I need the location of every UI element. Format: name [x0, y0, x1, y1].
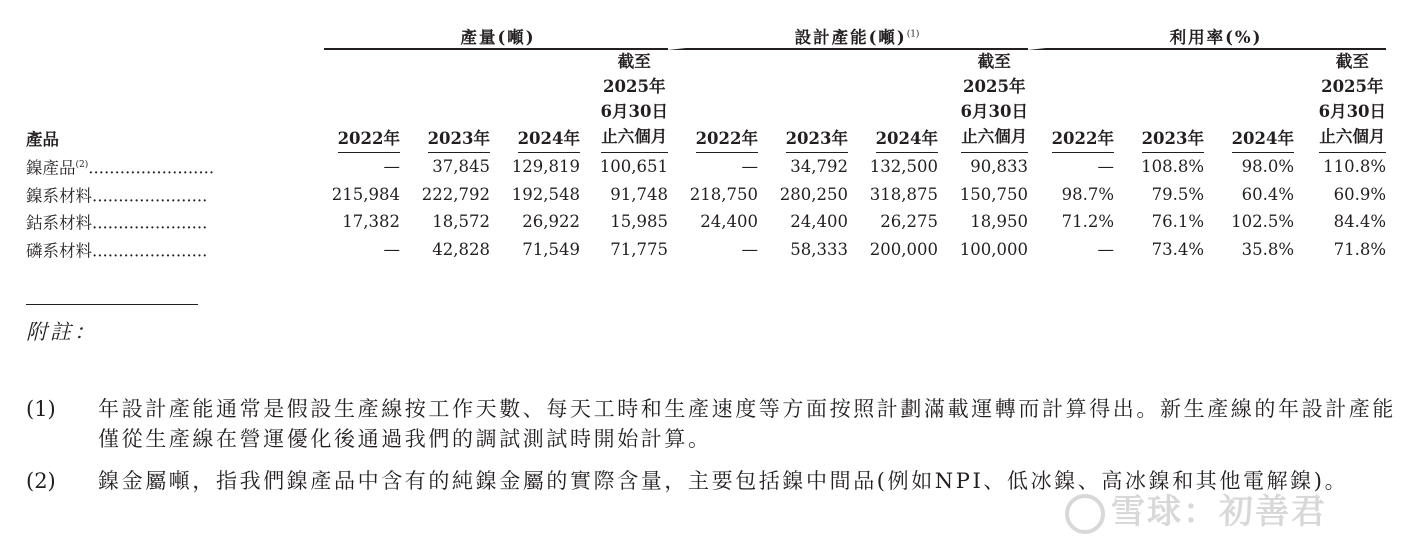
table-cell: 108.8% — [1141, 157, 1204, 177]
production-capacity-table — [26, 20, 1386, 263]
table-cell: 71,549 — [522, 239, 580, 259]
util-2024-header: 2024年 — [1204, 50, 1294, 153]
table-cell: 71.2% — [1061, 212, 1114, 232]
footnote-number: (1) — [26, 397, 56, 421]
table-cell: 35.8% — [1241, 239, 1294, 259]
table-cell: 18,950 — [970, 212, 1028, 232]
cap-2022-header: 2022年 — [668, 50, 758, 153]
cap-h1-2025-header: 截至 2025年 6月30日 止六個月 — [938, 50, 1028, 153]
notes-title: 附註： — [26, 320, 98, 344]
table-cell: 73.4% — [1151, 239, 1204, 259]
table-cell: 218,750 — [689, 184, 758, 204]
capacity-footnote-ref: (1) — [906, 29, 920, 40]
table-cell: 91,748 — [610, 184, 668, 204]
table-cell: 37,845 — [432, 157, 490, 177]
util-h1-2025-header: 截至 2025年 6月30日 止六個月 — [1294, 50, 1386, 153]
capacity-group-header: 設計產能(噸)$^{(1)}$ — [668, 20, 1028, 50]
table-cell: 150,750 — [959, 184, 1028, 204]
table-cell: 60.4% — [1241, 184, 1294, 204]
prod-2022-header: 2022年 — [324, 50, 400, 153]
cap-2023-header: 2023年 — [758, 50, 848, 153]
table-cell: 129,819 — [511, 157, 580, 177]
table-cell: 98.0% — [1241, 157, 1294, 177]
row-label: 鎳產品$^{(2)}$........................ — [26, 158, 215, 178]
footnote-divider — [26, 304, 198, 305]
table-cell: — — [383, 239, 400, 259]
footnote-text: 年設計產能通常是假設生產線按工作天數、每天工時和生產速度等方面按照計劃滿載運轉而計算得出。新生產線的年設計產能僅從生產線在營運優化後通過我們的調試測試時開始計算。 — [98, 397, 1396, 451]
table-cell: — — [741, 239, 758, 259]
product-column-header: 產品 — [26, 130, 59, 149]
table-cell: 132,500 — [869, 157, 938, 177]
table-cell: — — [1097, 157, 1114, 177]
table-cell: 100,000 — [959, 239, 1028, 259]
table-cell: 18,572 — [432, 212, 490, 232]
prod-2023-header: 2023年 — [400, 50, 490, 153]
util-2023-header: 2023年 — [1114, 50, 1204, 153]
table-cell: 318,875 — [869, 184, 938, 204]
table-cell: 60.9% — [1333, 184, 1387, 204]
prod-2024-header: 2024年 — [490, 50, 580, 153]
snowball-logo-icon — [1065, 494, 1105, 534]
sub-header-row — [26, 50, 1386, 153]
util-2022-header: 2022年 — [1028, 50, 1114, 153]
table-cell: 26,275 — [880, 212, 938, 232]
table-cell: 58,333 — [790, 239, 848, 259]
table-cell: 100,651 — [599, 157, 668, 177]
table-cell: 24,400 — [790, 212, 848, 232]
table-cell: 26,922 — [522, 212, 580, 232]
footnote-text: 鎳金屬噸，指我們鎳產品中含有的純鎳金屬的實際含量，主要包括鎳中間品(例如NPI、低冰鎳、高冰鎳和其他電解鎳)。 — [98, 469, 1349, 493]
table-cell: 34,792 — [790, 157, 848, 177]
watermark: 雪球：初善君 — [1065, 484, 1327, 534]
table-cell: 90,833 — [970, 157, 1028, 177]
table-cell: 42,828 — [432, 239, 490, 259]
table-row — [26, 208, 1386, 236]
table-cell: — — [383, 157, 400, 177]
table-cell: — — [741, 157, 758, 177]
table-cell: 98.7% — [1061, 184, 1114, 204]
table-cell: 222,792 — [421, 184, 490, 204]
table-cell: 102.5% — [1231, 212, 1294, 232]
table-cell: 15,985 — [610, 212, 668, 232]
table-cell: 71.8% — [1333, 239, 1387, 259]
table-row — [26, 153, 1386, 181]
table-cell: 280,250 — [779, 184, 848, 204]
footnote-number: (2) — [26, 469, 56, 493]
table-cell: — — [1097, 239, 1114, 259]
table-cell: 110.8% — [1323, 157, 1387, 177]
group-header-row — [26, 20, 1386, 50]
table-cell: 71,775 — [610, 239, 668, 259]
table-cell: 192,548 — [511, 184, 580, 204]
table-cell: 79.5% — [1151, 184, 1204, 204]
table-cell: 215,984 — [331, 184, 400, 204]
prod-h1-2025-header: 截至 2025年 6月30日 止六個月 — [580, 50, 668, 153]
table-cell: 17,382 — [342, 212, 400, 232]
table-cell: 24,400 — [700, 212, 758, 232]
row-label: 磷系材料...................... — [26, 241, 208, 260]
utilization-group-header: 利用率(%) — [1028, 20, 1386, 50]
table-cell: 76.1% — [1151, 212, 1204, 232]
table-cell: 200,000 — [869, 239, 938, 259]
production-group-header: 產量(噸) — [324, 20, 668, 50]
footnote-1 — [26, 394, 1396, 456]
table-cell: 84.4% — [1333, 212, 1387, 232]
row-label: 鈷系材料...................... — [26, 213, 208, 233]
row-label: 鎳系材料...................... — [26, 186, 208, 205]
cap-2024-header: 2024年 — [848, 50, 938, 153]
table-row — [26, 181, 1386, 209]
table-row — [26, 236, 1386, 264]
